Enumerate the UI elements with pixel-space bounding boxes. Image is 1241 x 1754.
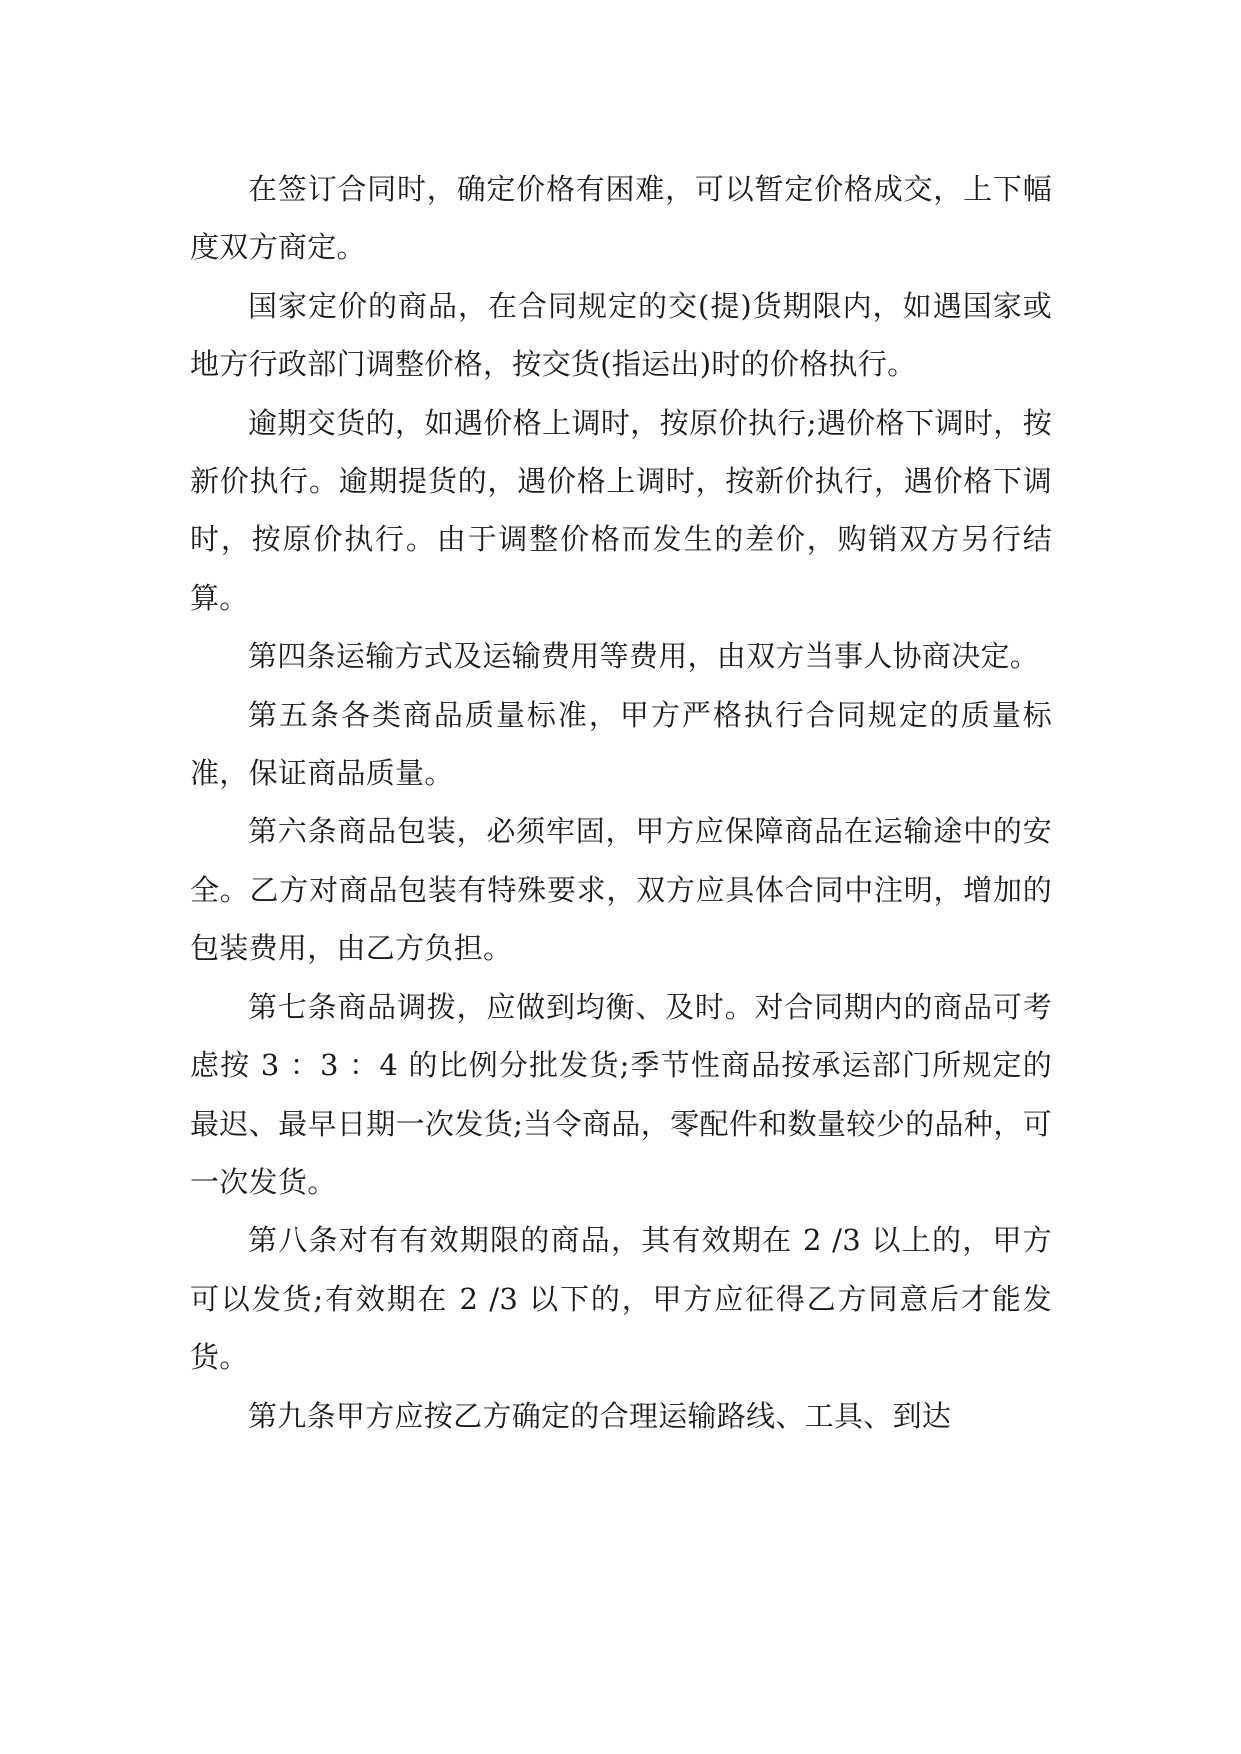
paragraph-article-7: 第七条商品调拨，应做到均衡、及时。对合同期内的商品可考虑按 3 ：3 ：4 的比例分批发货;季节性商品按承运部门所规定的最迟、最早日期一次发货;当令商品，零配件和数量较少的品种，可一次发货。 — [190, 989, 1052, 1199]
paragraph-article-5: 第五条各类商品质量标准，甲方严格执行合同规定的质量标准，保证商品质量。 — [190, 697, 1052, 791]
paragraph-article-8: 第八条对有有效期限的商品，其有效期在 2 /3 以上的，甲方可以发货;有效期在 2 /3 以下的，甲方应征得乙方同意后才能发货。 — [190, 1223, 1052, 1375]
paragraph-overdue-delivery: 逾期交货的，如遇价格上调时，按原价执行;遇价格下调时，按新价执行。逾期提货的，遇价格上调时，按新价执行，遇价格下调时，按原价执行。由于调整价格而发生的差价，购销双方另行结算。 — [190, 405, 1052, 615]
document-body — [190, 160, 1052, 1445]
paragraph-provisional-price: 在签订合同时，确定价格有困难，可以暂定价格成交，上下幅度双方商定。 — [190, 172, 1052, 265]
paragraph-article-6: 第六条商品包装，必须牢固，甲方应保障商品在运输途中的安全。乙方对商品包装有特殊要求，双方应具体合同中注明，增加的包装费用，由乙方负担。 — [190, 814, 1052, 966]
paragraph-article-9: 第九条甲方应按乙方确定的合理运输路线、工具、到达 — [248, 1398, 952, 1433]
paragraph-article-4: 第四条运输方式及运输费用等费用，由双方当事人协商决定。 — [248, 639, 1040, 674]
paragraph-state-pricing: 国家定价的商品，在合同规定的交(提)货期限内，如遇国家或地方行政部门调整价格，按交货(指运出)时的价格执行。 — [190, 288, 1052, 382]
